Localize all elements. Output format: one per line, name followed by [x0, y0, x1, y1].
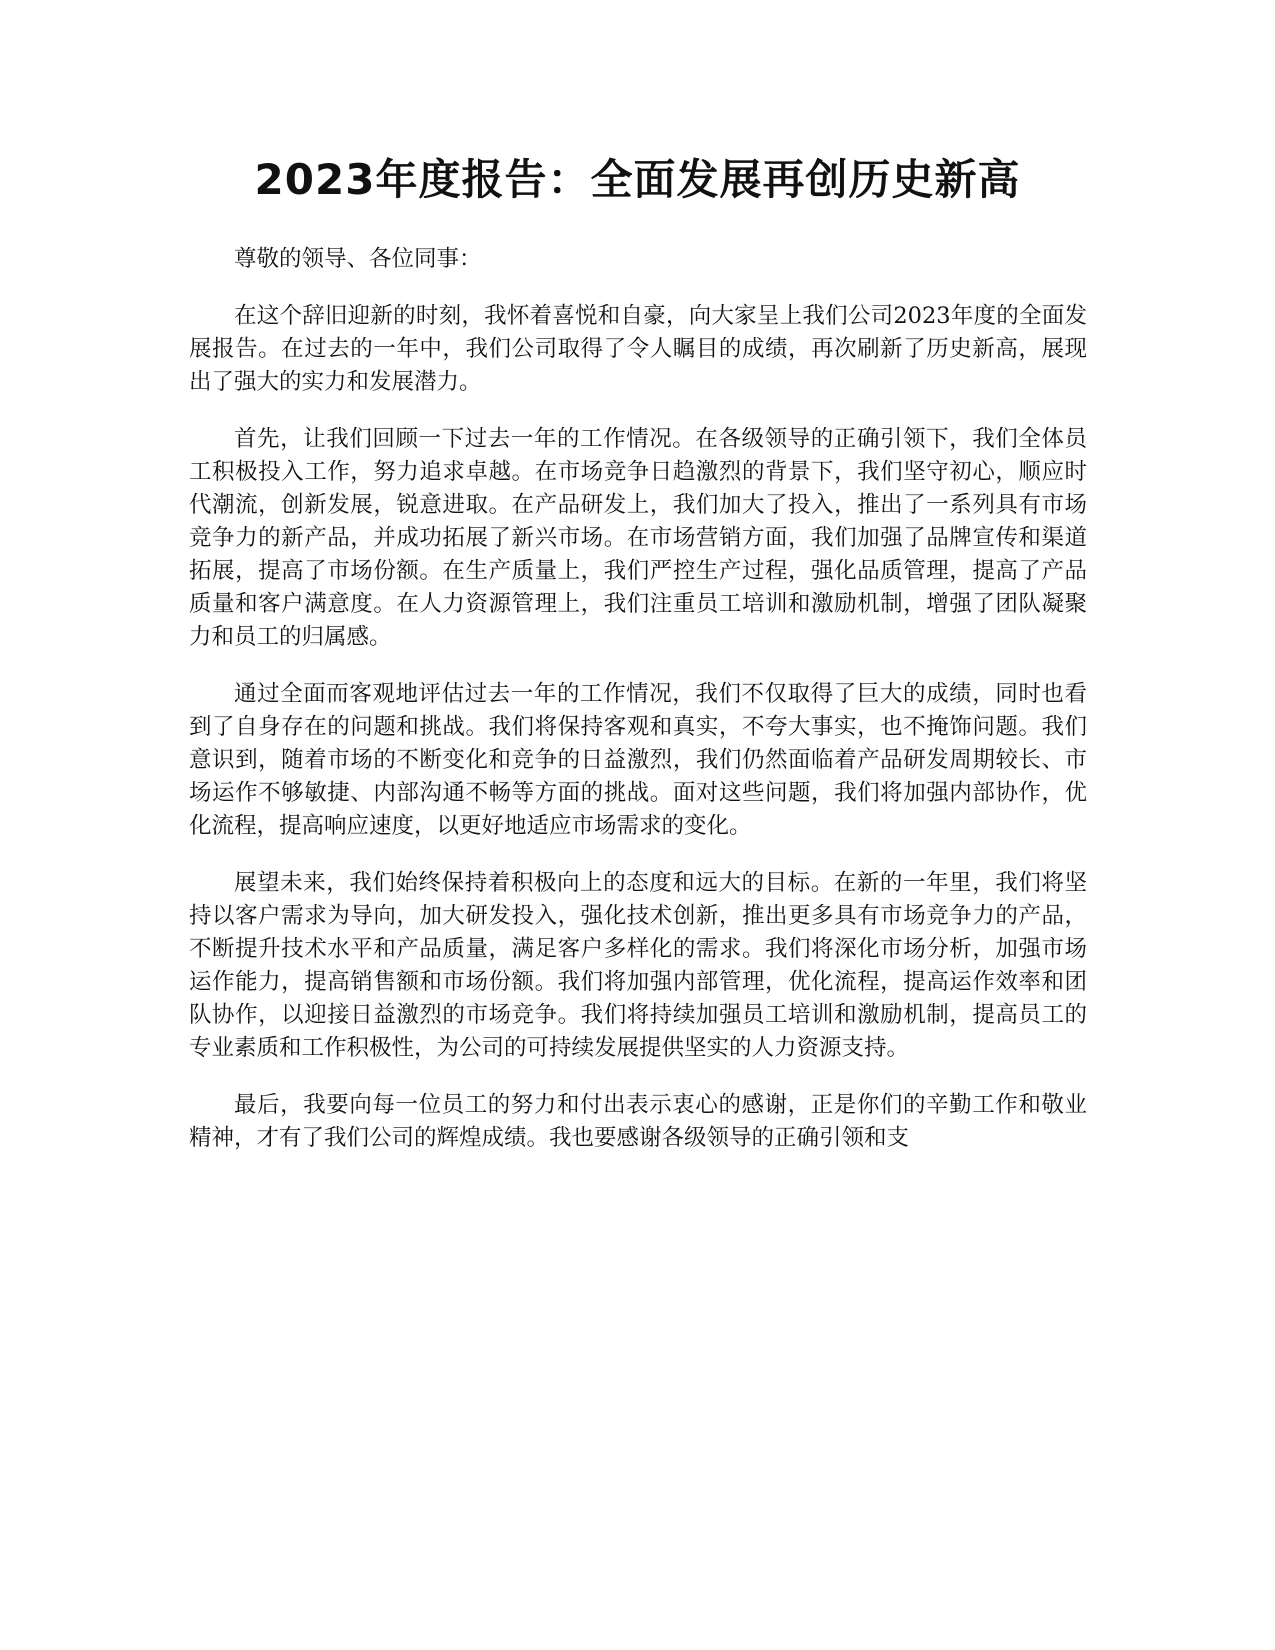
paragraph-challenges: 通过全面而客观地评估过去一年的工作情况，我们不仅取得了巨大的成绩，同时也看到了自身存在的问题和挑战。我们将保持客观和真实，不夸大事实，也不掩饰问题。我们意识到，随着市场的不断变化和竞争的日益激烈，我们仍然面临着产品研发周期较长、市场运作不够敏捷、内部沟通不畅等方面的挑战。面对这些问题，我们将加强内部协作，优化流程，提高响应速度，以更好地适应市场需求的变化。: [189, 681, 1087, 839]
paragraph-greeting: 尊敬的领导、各位同事：: [234, 246, 482, 272]
document-title: 2023年度报告：全面发展再创历史新高: [254, 155, 1021, 204]
paragraph-intro: 在这个辞旧迎新的时刻，我怀着喜悦和自豪，向大家呈上我们公司2023年度的全面发展报告。在过去的一年中，我们公司取得了令人瞩目的成绩，再次刷新了历史新高，展现出了强大的实力和发展潜力。: [189, 303, 1087, 395]
document-body: [189, 243, 1087, 1179]
paragraph-review: 首先，让我们回顾一下过去一年的工作情况。在各级领导的正确引领下，我们全体员工积极投入工作，努力追求卓越。在市场竞争日趋激烈的背景下，我们坚守初心，顺应时代潮流，创新发展，锐意进取。在产品研发上，我们加大了投入，推出了一系列具有市场竞争力的新产品，并成功拓展了新兴市场。在市场营销方面，我们加强了品牌宣传和渠道拓展，提高了市场份额。在生产质量上，我们严控生产过程，强化品质管理，提高了产品质量和客户满意度。在人力资源管理上，我们注重员工培训和激励机制，增强了团队凝聚力和员工的归属感。: [189, 426, 1087, 650]
paragraph-thanks: 最后，我要向每一位员工的努力和付出表示衷心的感谢，正是你们的辛勤工作和敬业精神，才有了我们公司的辉煌成绩。我也要感谢各级领导的正确引领和支: [189, 1092, 1087, 1151]
paragraph-outlook: 展望未来，我们始终保持着积极向上的态度和远大的目标。在新的一年里，我们将坚持以客户需求为导向，加大研发投入，强化技术创新，推出更多具有市场竞争力的产品，不断提升技术水平和产品质量，满足客户多样化的需求。我们将深化市场分析，加强市场运作能力，提高销售额和市场份额。我们将加强内部管理，优化流程，提高运作效率和团队协作，以迎接日益激烈的市场竞争。我们将持续加强员工培训和激励机制，提高员工的专业素质和工作积极性，为公司的可持续发展提供坚实的人力资源支持。: [189, 870, 1087, 1061]
